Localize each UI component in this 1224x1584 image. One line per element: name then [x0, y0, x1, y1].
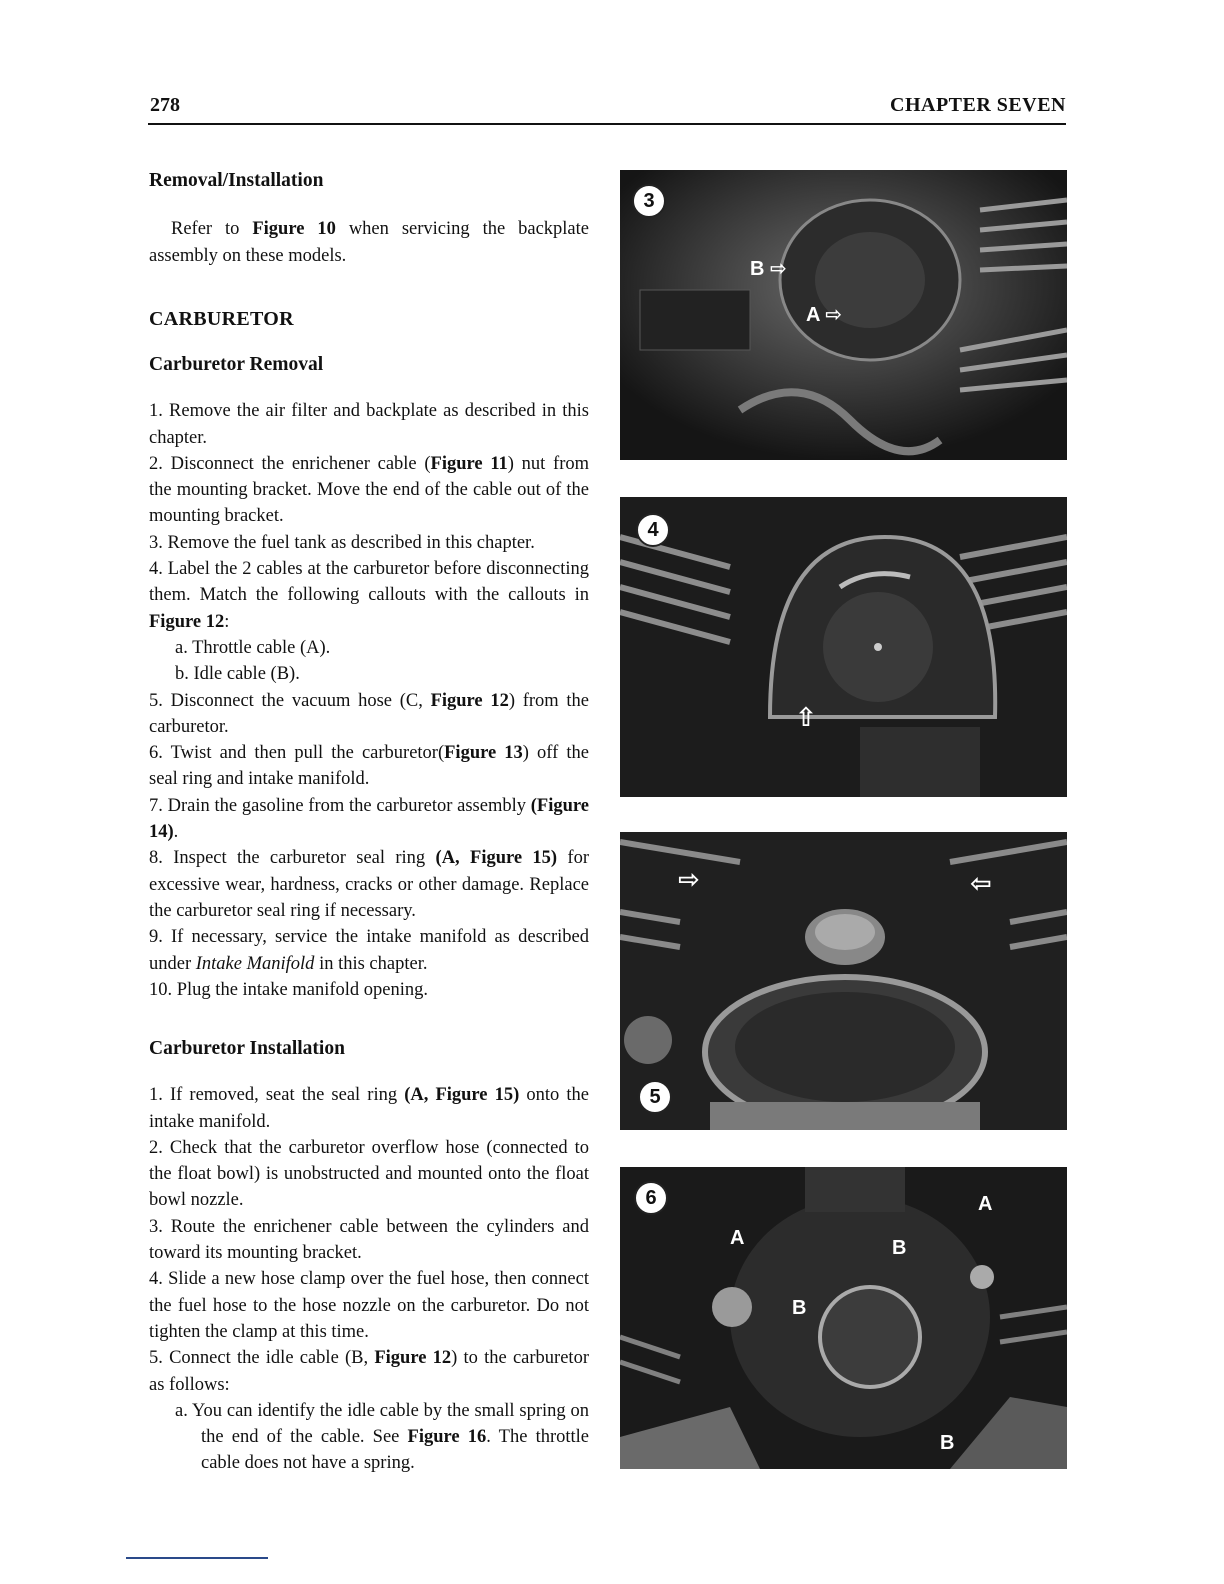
- removal-step-7: 7. Drain the gasoline from the carburetor assembly (Figure 14).: [149, 795, 589, 843]
- install-step-2: 2. Check that the carburetor overflow hose (connected to the float bowl) is unobstructed and mounted onto the float bowl nozzle.: [149, 1137, 589, 1211]
- figure-6-callout-b-top: B: [892, 1237, 907, 1259]
- section-removal-installation: [149, 168, 589, 269]
- figure-6-number-badge: 6: [634, 1181, 668, 1215]
- figure-3-image: [620, 170, 1067, 460]
- removal-step-3: 3. Remove the fuel tank as described in this chapter.: [149, 532, 535, 553]
- removal-step-4: 4. Label the 2 cables at the carburetor before disconnecting them. Match the following callouts with the callouts in Figure 12:: [149, 559, 589, 632]
- chapter-title: CHAPTER SEVEN: [890, 94, 1066, 116]
- heading-carburetor-installation: Carburetor Installation: [149, 1038, 345, 1059]
- figure-5-arrow-left-icon: ⇦: [970, 868, 992, 898]
- removal-step-10: 10. Plug the intake manifold opening.: [149, 979, 428, 1000]
- figure-5-arrow-right-icon: ⇨: [678, 864, 700, 894]
- removal-step-6: 6. Twist and then pull the carburetor(Figure 13) off the seal ring and intake manifold.: [149, 743, 590, 790]
- page-number: 278: [150, 94, 180, 116]
- figure-3-number-badge: 3: [632, 184, 666, 218]
- figure-6-photo: [620, 1167, 1067, 1469]
- figure-6-callout-a-right: A: [978, 1193, 993, 1215]
- figure-4-photo: [620, 497, 1067, 797]
- figure-3-photo: [620, 170, 1067, 460]
- header-rule: [148, 123, 1066, 125]
- removal-step-4b: b. Idle cable (B).: [175, 664, 300, 685]
- figure-5-number-badge: 5: [638, 1080, 672, 1114]
- figure-3-callout-a: A ⇨: [806, 304, 843, 326]
- heading-carburetor-removal: Carburetor Removal: [149, 354, 324, 375]
- removal-step-1: 1. Remove the air filter and backplate as described in this chapter.: [149, 401, 589, 448]
- removal-step-4a: a. Throttle cable (A).: [175, 637, 331, 658]
- removal-step-5: 5. Disconnect the vacuum hose (C, Figure 12) from the carburetor.: [149, 690, 589, 737]
- figure-5-photo: [620, 832, 1067, 1130]
- install-step-5: 5. Connect the idle cable (B, Figure 12) to the carburetor as follows:: [149, 1348, 589, 1395]
- heading-carburetor: CARBURETOR: [149, 308, 294, 330]
- figure-4-number-badge: 4: [636, 513, 670, 547]
- heading-removal-installation: Removal/Installation: [149, 170, 324, 191]
- section-carburetor-title: [149, 306, 589, 332]
- install-step-3: 3. Route the enrichener cable between the cylinders and toward its mounting bracket.: [149, 1216, 589, 1264]
- figure-6-callout-b-middle: B: [792, 1297, 807, 1319]
- figure-6-image: [620, 1167, 1067, 1469]
- removal-step-8: 8. Inspect the carburetor seal ring (A, Figure 15) for excessive wear, hardness, cracks or other damage. Replace the carburetor seal ring if necessary.: [149, 848, 590, 921]
- figure-6-callout-b-bottom: B: [940, 1432, 955, 1454]
- figure-3-callout-b: B ⇨: [750, 258, 787, 280]
- removal-step-2: 2. Disconnect the enrichener cable (Figure 11) nut from the mounting bracket. Move the end of the cable out of the mounting bracket.: [149, 453, 589, 527]
- figure-4-arrow-up-icon: ⇧: [795, 702, 817, 732]
- install-step-4: 4. Slide a new hose clamp over the fuel hose, then connect the fuel hose to the hose nozzle on the carburetor. Do not tighten the clamp at this time.: [149, 1269, 589, 1342]
- section-carburetor-installation: [149, 1036, 589, 1477]
- section-carburetor-removal: [149, 352, 589, 1003]
- removal-step-9: 9. If necessary, service the intake manifold as described under Intake Manifold in this chapter.: [149, 927, 589, 974]
- figure-6-callout-a-left: A: [730, 1227, 745, 1249]
- install-step-5a: a. You can identify the idle cable by the small spring on the end of the cable. See Figure 16. The throttle cable does not have a spring.: [175, 1400, 590, 1474]
- install-step-1: 1. If removed, seat the seal ring (A, Figure 15) onto the intake manifold.: [149, 1085, 589, 1132]
- figure-4-image: [620, 497, 1067, 797]
- paragraph-backplate: Refer to Figure 10 when servicing the backplate assembly on these models.: [149, 219, 589, 266]
- footer-line: [126, 1557, 268, 1559]
